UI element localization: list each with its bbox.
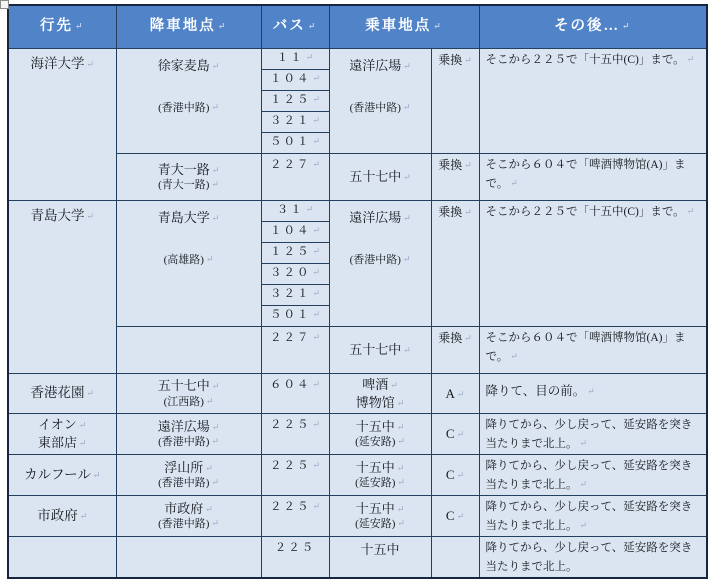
cell-bus-number: ３２０ ↵ xyxy=(261,264,329,285)
cell-destination: カルフール ↵ xyxy=(8,454,116,495)
cell-bus-number: ３１ ↵ xyxy=(261,201,329,222)
cell-note: そこから６０４で「啤酒博物馆(A)」まで。 ↵ xyxy=(479,154,707,201)
cell-exit: A ↵ xyxy=(431,374,479,414)
cell-board-point: 啤酒 ↵ 博物馆 ↵ xyxy=(329,374,431,414)
cell-alight-point: 青大一路 ↵ (青大一路) ↵ xyxy=(116,154,261,201)
col-header-after: その後… ↵ xyxy=(479,5,707,49)
cell-board-point: 遠洋広場 ↵ (香港中路) ↵ xyxy=(329,201,431,327)
cell-bus-number: ２２７ ↵ xyxy=(261,154,329,201)
cell-alight-point: 市政府 ↵ (香港中路) ↵ xyxy=(116,495,261,536)
table-move-handle[interactable] xyxy=(0,0,9,9)
cell-bus-number: １２５ ↵ xyxy=(261,243,329,264)
cell-board-point: 十五中 ↵ (延安路) ↵ xyxy=(329,454,431,495)
cell-alight-point xyxy=(116,536,261,577)
table-row xyxy=(8,49,707,70)
cell-bus-number: ５０１ ↵ xyxy=(261,306,329,327)
cell-exit: C ↵ xyxy=(431,454,479,495)
cell-bus-number: ３２１ ↵ xyxy=(261,285,329,306)
cell-transfer: 乗換 ↵ xyxy=(431,327,479,374)
col-header-alight: 降車地点 ↵ xyxy=(116,5,261,49)
cell-bus-number: １２５ ↵ xyxy=(261,91,329,112)
table-row xyxy=(8,454,707,495)
cell-bus-number: ２２５ ↵ xyxy=(261,414,329,455)
cell-transfer: 乗換 ↵ xyxy=(431,154,479,201)
cell-board-point: 五十七中 ↵ xyxy=(329,154,431,201)
cell-destination: 青島大学 ↵ xyxy=(8,201,116,374)
cell-board-point: 十五中 xyxy=(329,536,431,577)
cell-board-point: 十五中 ↵ (延安路) ↵ xyxy=(329,414,431,455)
table-row xyxy=(8,495,707,536)
col-header-board: 乗車地点 ↵ xyxy=(329,5,479,49)
cell-note: 降りてから、少し戻って、延安路を突き当たりまで北上。 ↵ xyxy=(479,495,707,536)
cell-alight-point: 浮山所 ↵ (香港中路) ↵ xyxy=(116,454,261,495)
cell-exit xyxy=(431,536,479,577)
cell-exit: C ↵ xyxy=(431,495,479,536)
table-row xyxy=(8,374,707,414)
cell-destination: 市政府 ↵ xyxy=(8,495,116,536)
cell-note: 降りてから、少し戻って、延安路を突き当たりまで北上。 ↵ xyxy=(479,454,707,495)
cell-alight-point: 徐家麦島 ↵ (香港中路) ↵ xyxy=(116,49,261,154)
cell-bus-number: １０４ ↵ xyxy=(261,70,329,91)
cell-bus-number: ２２５ ↵ xyxy=(261,495,329,536)
table-row-clipped xyxy=(8,536,707,577)
cell-bus-number: ２２７ ↵ xyxy=(261,327,329,374)
cell-alight-point: 青島大学 ↵ (高雄路) ↵ xyxy=(116,201,261,327)
cell-alight-point: 遠洋広場 ↵ (香港中路) ↵ xyxy=(116,414,261,455)
cell-note: そこから２２５で「十五中(C)」まで。 ↵ xyxy=(479,49,707,154)
cell-destination: 海洋大学 ↵ xyxy=(8,49,116,201)
cell-destination: イオン ↵ 東部店 ↵ xyxy=(8,414,116,455)
table-header-row xyxy=(8,5,707,49)
cell-alight-point-empty xyxy=(116,327,261,374)
cell-transfer: 乗換 ↵ xyxy=(431,49,479,154)
cell-bus-number: ２２５ ↵ xyxy=(261,454,329,495)
cell-note: 降りて、目の前。 ↵ xyxy=(479,374,707,414)
cell-bus-number: ５０１ ↵ xyxy=(261,133,329,154)
table-row xyxy=(8,201,707,222)
cell-transfer: 乗換 ↵ xyxy=(431,201,479,327)
cell-alight-point: 五十七中 ↵ (江西路) ↵ xyxy=(116,374,261,414)
col-header-destination: 行先 ↵ xyxy=(8,5,116,49)
cell-destination: 香港花園 ↵ xyxy=(8,374,116,414)
cell-board-point: 遠洋広場 ↵ (香港中路) ↵ xyxy=(329,49,431,154)
cell-board-point: 五十七中 ↵ xyxy=(329,327,431,374)
cell-note: 降りてから、少し戻って、延安路を突き当たりまで北上。 xyxy=(479,536,707,577)
cell-bus-number: ６０４ ↵ xyxy=(261,374,329,414)
cell-note: 降りてから、少し戻って、延安路を突き当たりまで北上。 ↵ xyxy=(479,414,707,455)
cell-bus-number: ３２１ ↵ xyxy=(261,112,329,133)
cell-bus-number: ２２５ xyxy=(261,536,329,577)
cell-exit: C ↵ xyxy=(431,414,479,455)
cell-note: そこから６０４で「啤酒博物馆(A)」まで。 ↵ xyxy=(479,327,707,374)
cell-note: そこから２２５で「十五中(C)」まで。 ↵ xyxy=(479,201,707,327)
cell-destination xyxy=(8,536,116,577)
col-header-bus: バス ↵ xyxy=(261,5,329,49)
cell-board-point: 十五中 ↵ (延安路) ↵ xyxy=(329,495,431,536)
table-row xyxy=(8,414,707,455)
bus-route-table xyxy=(7,4,708,579)
cell-bus-number: １０４ ↵ xyxy=(261,222,329,243)
cell-bus-number: １１ ↵ xyxy=(261,49,329,70)
